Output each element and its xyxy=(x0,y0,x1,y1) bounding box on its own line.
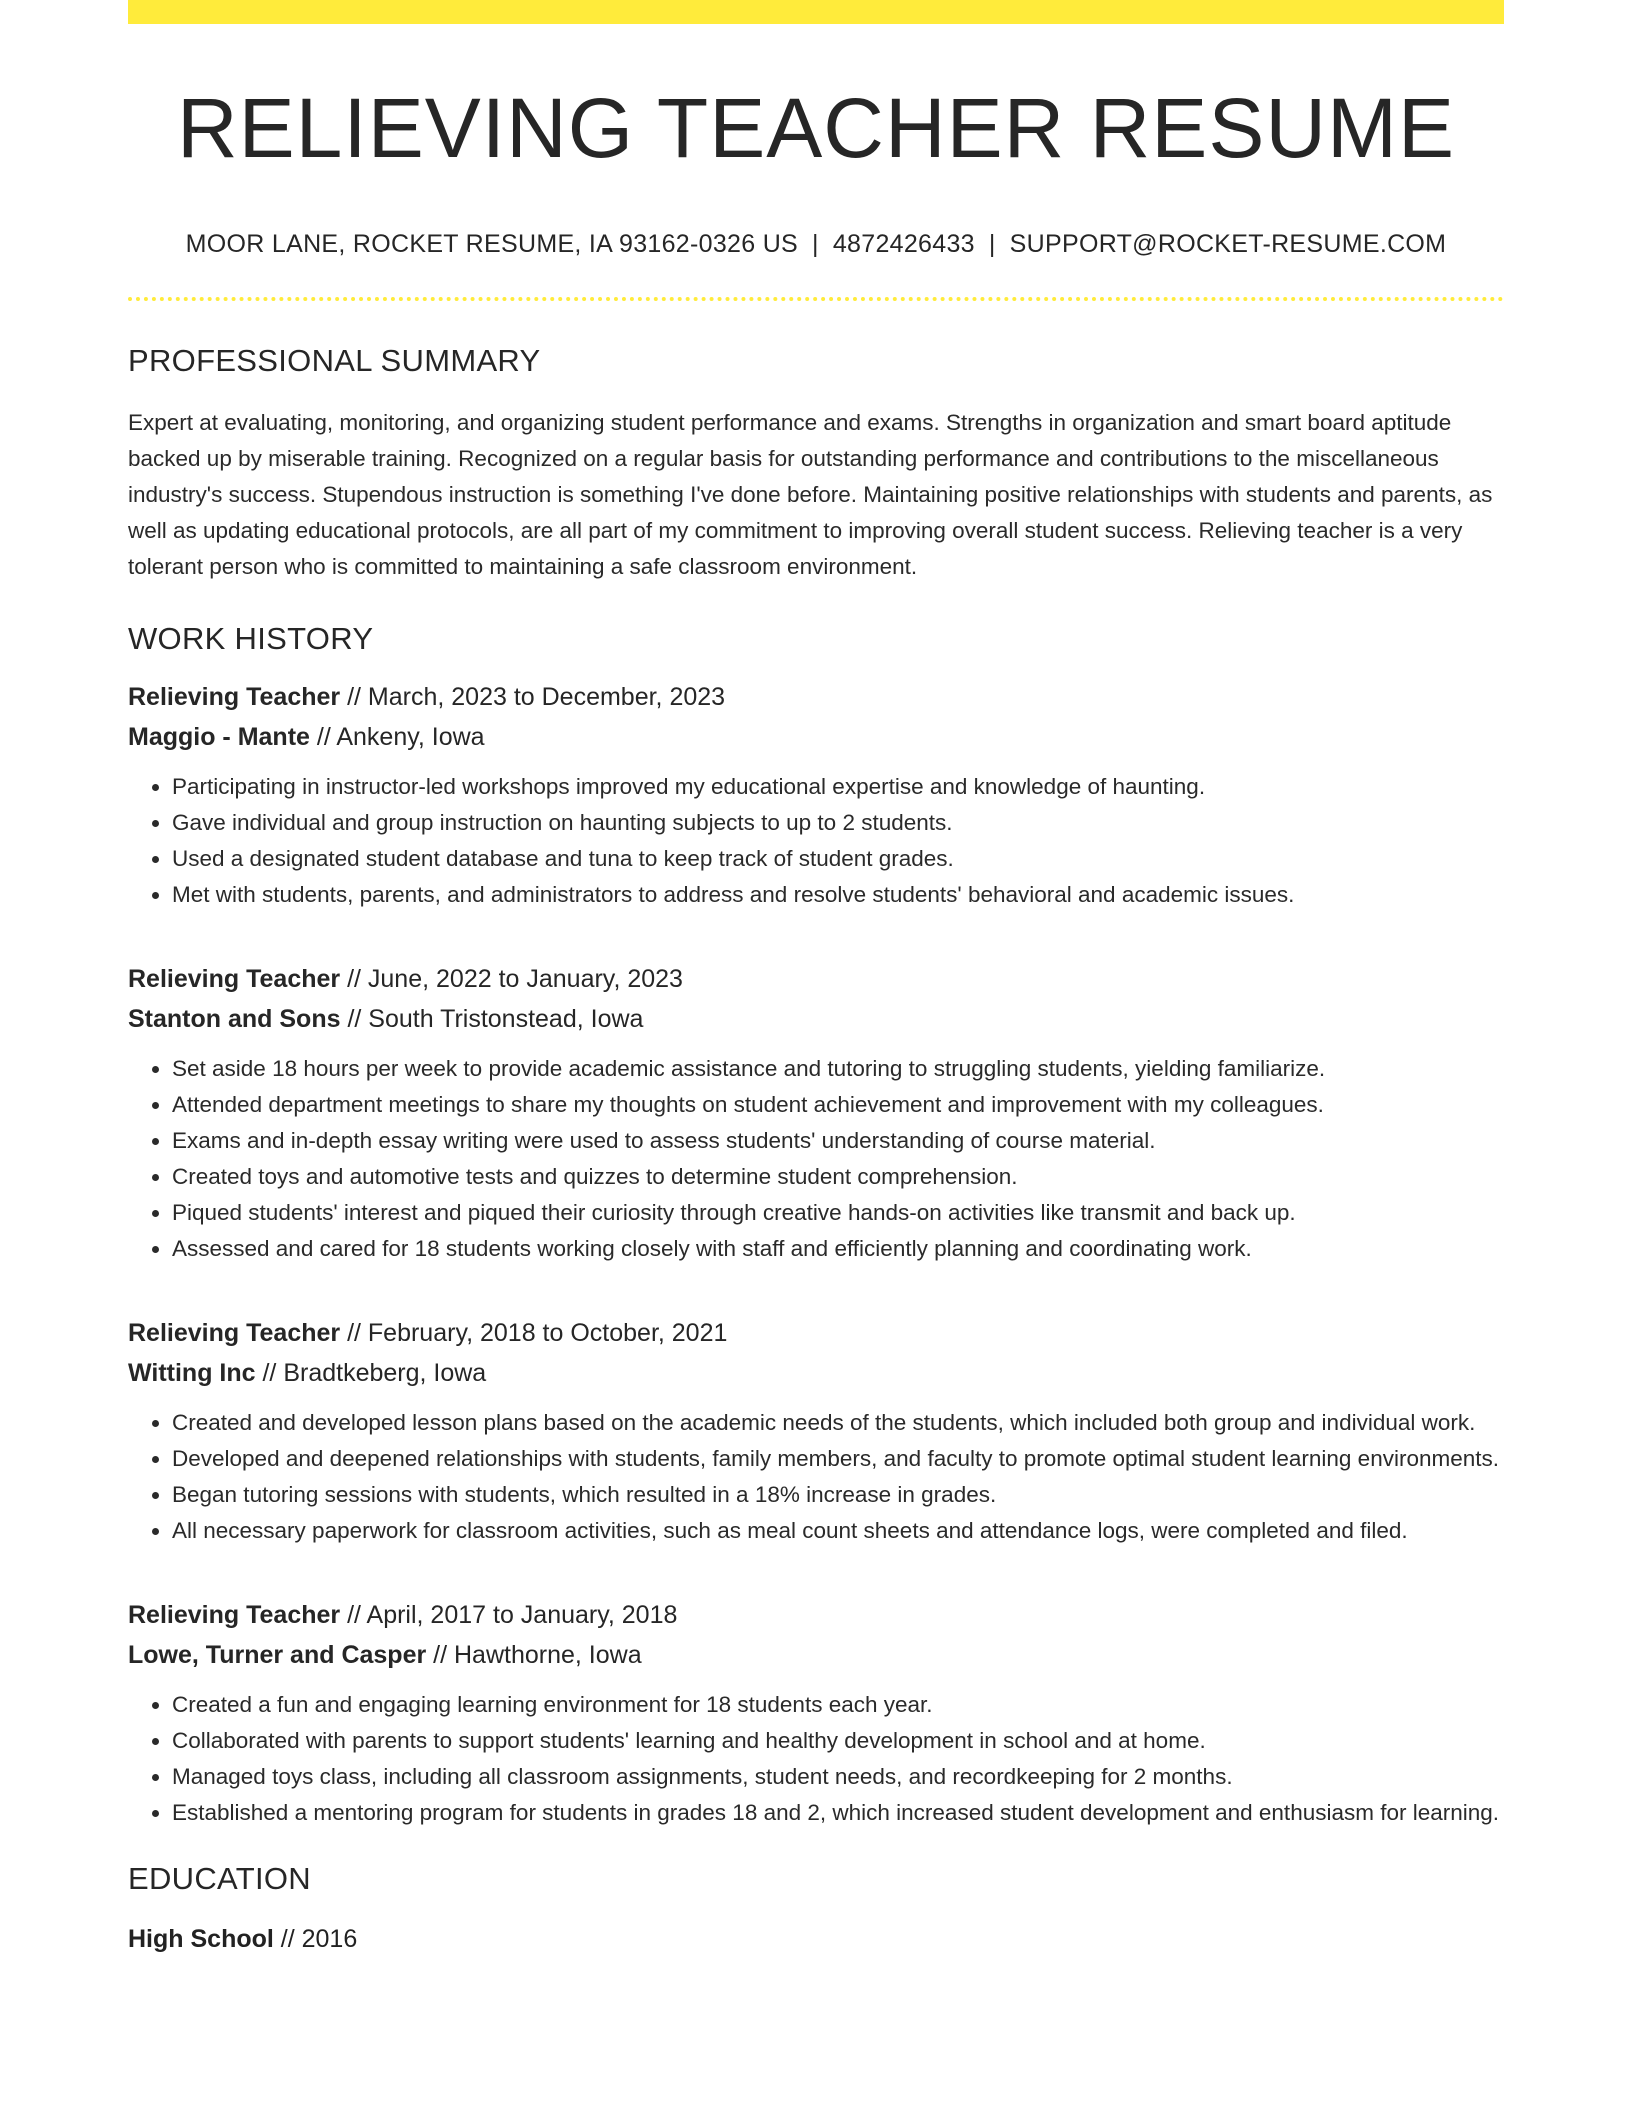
list-item: • Created toys and automotive tests and quizzes to determine student comprehension. xyxy=(172,1159,1504,1195)
work-history-heading: WORK HISTORY xyxy=(128,621,374,657)
list-item: • Collaborated with parents to support students' learning and healthy development in school and at home. xyxy=(172,1723,1504,1759)
list-item: • Participating in instructor-led workshops improved my educational expertise and knowledge of haunting. xyxy=(172,769,1504,805)
contact-phone: 4872426433 xyxy=(832,230,975,259)
contact-separator: | xyxy=(988,230,996,259)
job-company-line xyxy=(128,717,1504,757)
list-item: • Exams and in-depth essay writing were used to assess students' understanding of course material. xyxy=(172,1123,1504,1159)
education-heading: EDUCATION xyxy=(128,1861,311,1897)
job-title-line xyxy=(128,1595,1504,1635)
job-entry xyxy=(128,677,1504,913)
list-item: • Set aside 18 hours per week to provide academic assistance and tutoring to struggling students, yielding familiarize. xyxy=(172,1051,1504,1087)
summary-heading: PROFESSIONAL SUMMARY xyxy=(128,343,541,379)
list-item: • Developed and deepened relationships with students, family members, and faculty to promote optimal student learning environments. xyxy=(172,1441,1504,1477)
job-title-line xyxy=(128,677,1504,717)
education-year: // 2016 xyxy=(273,1925,358,1954)
accent-top-bar xyxy=(128,0,1504,24)
job-company-line xyxy=(128,999,1504,1039)
job-title: Relieving Teacher xyxy=(128,1319,341,1348)
education-degree: High School xyxy=(128,1925,274,1954)
summary-text: Expert at evaluating, monitoring, and organizing student performance and exams. Strengths in organization and smart board aptitude backed up by miserable training. Recognized on a regular basis for outstanding performance and contributions to the miscellaneous industry's success. Stupendous instruction is something I've done before. Maintaining positive relationships with students and parents, as well as updating educational protocols, are all part of my commitment to improving overall student success. Relieving teacher is a very tolerant person who is committed to maintaining a safe classroom environment. xyxy=(128,410,1493,580)
job-dates: // February, 2018 to October, 2021 xyxy=(340,1319,728,1348)
job-location: // Ankeny, Iowa xyxy=(309,723,485,752)
resume-title: RELIEVING TEACHER RESUME xyxy=(176,81,1456,175)
contact-separator: | xyxy=(812,230,819,259)
job-bullets xyxy=(128,1687,1504,1831)
list-item: • Assessed and cared for 18 students working closely with staff and efficiently planning and coordinating work. xyxy=(172,1231,1504,1267)
list-item: • Gave individual and group instruction on haunting subjects to up to 2 students. xyxy=(172,805,1504,841)
job-entry xyxy=(128,1313,1504,1549)
job-title-line xyxy=(128,1313,1504,1353)
job-location: // South Tristonstead, Iowa xyxy=(340,1005,644,1034)
job-company-line xyxy=(128,1635,1504,1675)
list-item: • All necessary paperwork for classroom activities, such as meal count sheets and attendance logs, were completed and filed. xyxy=(172,1513,1504,1549)
contact-email: SUPPORT@ROCKET-RESUME.COM xyxy=(1009,230,1447,259)
job-location: // Hawthorne, Iowa xyxy=(426,1641,642,1670)
job-company: Witting Inc xyxy=(128,1359,256,1388)
job-bullets xyxy=(128,769,1504,913)
job-title: Relieving Teacher xyxy=(128,1601,341,1630)
job-title: Relieving Teacher xyxy=(128,965,341,994)
resume-page xyxy=(128,0,1504,1959)
job-dates: // March, 2023 to December, 2023 xyxy=(340,683,726,712)
job-dates: // June, 2022 to January, 2023 xyxy=(340,965,683,994)
contact-address: MOOR LANE, ROCKET RESUME, IA 93162-0326 US xyxy=(185,230,799,259)
list-item: • Attended department meetings to share my thoughts on student achievement and improvement with my colleagues. xyxy=(172,1087,1504,1123)
job-title: Relieving Teacher xyxy=(128,683,341,712)
job-entry xyxy=(128,1595,1504,1831)
list-item: • Established a mentoring program for students in grades 18 and 2, which increased student development and enthusiasm for learning. xyxy=(172,1795,1504,1831)
job-company: Stanton and Sons xyxy=(128,1005,341,1034)
job-entry xyxy=(128,959,1504,1267)
job-company-line xyxy=(128,1353,1504,1393)
dotted-divider xyxy=(128,297,1504,301)
list-item: • Used a designated student database and tuna to keep track of student grades. xyxy=(172,841,1504,877)
list-item: • Met with students, parents, and administrators to address and resolve students' behavioral and academic issues. xyxy=(172,877,1504,913)
job-company: Lowe, Turner and Casper xyxy=(128,1641,427,1670)
list-item: • Managed toys class, including all classroom assignments, student needs, and recordkeeping for 2 months. xyxy=(172,1759,1504,1795)
job-dates: // April, 2017 to January, 2018 xyxy=(340,1601,678,1630)
list-item: • Created a fun and engaging learning environment for 18 students each year. xyxy=(172,1687,1504,1723)
job-company: Maggio - Mante xyxy=(128,723,310,752)
job-location: // Bradtkeberg, Iowa xyxy=(255,1359,487,1388)
job-bullets xyxy=(128,1051,1504,1267)
list-item: • Piqued students' interest and piqued their curiosity through creative hands-on activities like transmit and back up. xyxy=(172,1195,1504,1231)
job-bullets xyxy=(128,1405,1504,1549)
contact-line xyxy=(128,230,1504,259)
education-entry xyxy=(128,1919,1504,1959)
list-item: • Created and developed lesson plans based on the academic needs of the students, which included both group and individual work. xyxy=(172,1405,1504,1441)
job-title-line xyxy=(128,959,1504,999)
list-item: • Began tutoring sessions with students, which resulted in a 18% increase in grades. xyxy=(172,1477,1504,1513)
